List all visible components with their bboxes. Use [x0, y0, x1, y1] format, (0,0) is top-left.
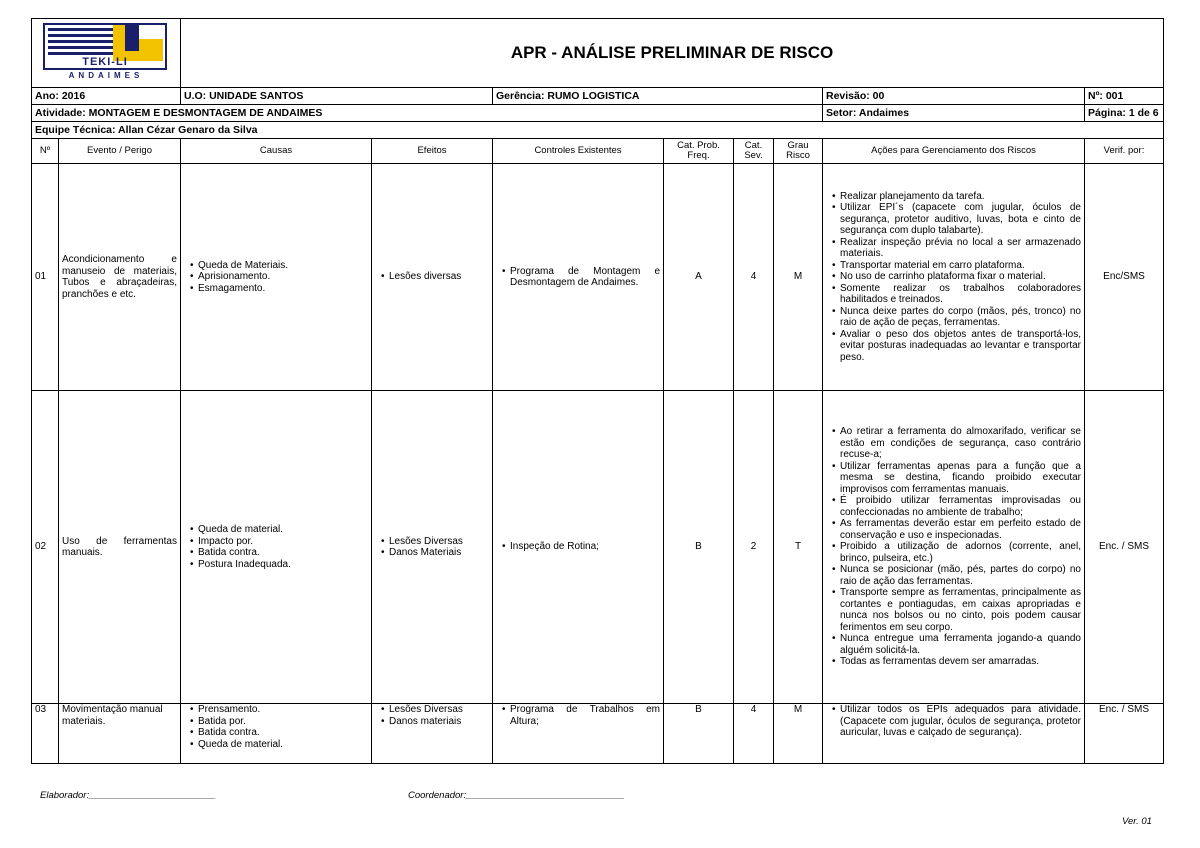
version-label: Ver. 01 — [1122, 816, 1152, 827]
row-grau: M — [774, 704, 823, 764]
row-catprob: B — [664, 391, 734, 704]
col-grau: Grau Risco — [774, 139, 823, 164]
row-acoes — [826, 426, 1081, 668]
row-controles — [496, 541, 660, 553]
row-efeitos — [375, 704, 489, 727]
gerencia-field: Gerência: RUMO LOGISTICA — [493, 88, 823, 105]
row-controles — [496, 266, 660, 289]
bullet-item: • Proibido a utilização de adornos (corrente, anel, brinco, pulseira, etc.) — [833, 541, 1081, 564]
row-verif: Enc/SMS — [1085, 164, 1164, 391]
logo-sub: ANDAIMES — [68, 71, 144, 80]
bullet-item: • Prensamento. — [191, 704, 368, 716]
table-row — [32, 704, 1164, 764]
bullet-item: • Avaliar o peso dos objetos antes de transportá-los, evitar posturas inadequadas ao levantar e transportar peso. — [833, 329, 1081, 364]
logo-brand: TEKI-LI — [82, 56, 128, 68]
row-efeitos — [375, 271, 489, 283]
bullet-item: • Queda de material. — [191, 739, 368, 751]
row-num: 01 — [32, 164, 59, 391]
row-verif: Enc. / SMS — [1085, 391, 1164, 704]
row-catsev: 4 — [734, 164, 774, 391]
bullet-item: • Lesões Diversas — [382, 704, 489, 716]
row-evento: Movimentação manual materiais. — [59, 704, 181, 764]
bullet-item: • Transporte sempre as ferramentas, principalmente as cortantes e pontiagudas, em caixas apropriadas e nunca nos bolsos ou no cinto, pois podem causar ferimentos em seu corpo. — [833, 587, 1081, 633]
bullet-item: • No uso de carrinho plataforma fixar o material. — [833, 271, 1081, 283]
company-logo — [41, 23, 171, 85]
table-row — [32, 391, 1164, 704]
row-grau: M — [774, 164, 823, 391]
uo-field: U.O: UNIDADE SANTOS — [181, 88, 493, 105]
apr-form — [31, 18, 1163, 764]
row-causas — [184, 704, 368, 750]
elaborador-signature-line: Elaborador:________________________ — [40, 790, 216, 801]
page-title: APR - ANÁLISE PRELIMINAR DE RISCO — [181, 19, 1164, 88]
bullet-item: • Nunca deixe partes do corpo (mãos, pés, tronco) no raio de ação de peças, ferramentas. — [833, 306, 1081, 329]
bullet-item: • Realizar inspeção prévia no local a ser armazenado materiais. — [833, 237, 1081, 260]
bullet-item: • Utilizar EPI´s (capacete com jugular, óculos de segurança, protetor auditivo, luvas, bota e cinto de segurança com duplo talabarte). — [833, 202, 1081, 237]
bullet-item: • Programa de Trabalhos em Altura; — [503, 704, 660, 727]
bullet-item: • Danos Materiais — [382, 547, 489, 559]
number-field: Nº: 001 — [1085, 88, 1164, 105]
row-acoes — [826, 191, 1081, 364]
row-efeitos — [375, 536, 489, 559]
bullet-item: • Postura Inadequada. — [191, 559, 368, 571]
col-controles: Controles Existentes — [493, 139, 664, 164]
bullet-item: • Utilizar ferramentas apenas para a função que a mesma se destina, ficando proibido executar improvisos com ferramentas manuais. — [833, 461, 1081, 496]
row-catsev: 4 — [734, 704, 774, 764]
row-causas — [184, 260, 368, 295]
apr-table — [31, 18, 1164, 764]
bullet-item: • Batida contra. — [191, 727, 368, 739]
row-num: 02 — [32, 391, 59, 704]
year-field: Ano: 2016 — [32, 88, 181, 105]
bullet-item: • É proibido utilizar ferramentas improvisadas ou confeccionadas no ambiente de trabalho; — [833, 495, 1081, 518]
bullet-item: • Lesões Diversas — [382, 536, 489, 548]
sector-field: Setor: Andaimes — [823, 105, 1085, 122]
col-acoes: Ações para Gerenciamento dos Riscos — [823, 139, 1085, 164]
row-catprob: B — [664, 704, 734, 764]
row-causas — [184, 524, 368, 570]
col-causas: Causas — [181, 139, 372, 164]
coordenador-signature-line: Coordenador:______________________________ — [408, 790, 625, 801]
row-verif: Enc. / SMS — [1085, 704, 1164, 764]
row-evento: Acondicionamento e manuseio de materiais, Tubos e abraçadeiras, pranchões e etc. — [59, 164, 181, 391]
bullet-item: • Danos materiais — [382, 716, 489, 728]
bullet-item: • Batida contra. — [191, 547, 368, 559]
bullet-item: • Inspeção de Rotina; — [503, 541, 660, 553]
bullet-item: • Nunca se posicionar (mão, pés, partes do corpo) no raio de ação das ferramentas. — [833, 564, 1081, 587]
bullet-item: • Batida por. — [191, 716, 368, 728]
bullet-item: • Esmagamento. — [191, 283, 368, 295]
col-efeitos: Efeitos — [372, 139, 493, 164]
bullet-item: • Aprisionamento. — [191, 271, 368, 283]
row-catprob: A — [664, 164, 734, 391]
bullet-item: • Impacto por. — [191, 536, 368, 548]
team-field: Equipe Técnica: Allan Cézar Genaro da Silva — [32, 122, 1164, 139]
bullet-item: • Somente realizar os trabalhos colaboradores habilitados e treinados. — [833, 283, 1081, 306]
col-evento: Evento / Perigo — [59, 139, 181, 164]
logo-cell — [32, 19, 181, 88]
col-num: Nº — [32, 139, 59, 164]
col-verif: Verif. por: — [1085, 139, 1164, 164]
col-catsev: Cat. Sev. — [734, 139, 774, 164]
row-controles — [496, 704, 660, 727]
row-evento: Uso de ferramentas manuais. — [59, 391, 181, 704]
bullet-item: • As ferramentas deverão estar em perfeito estado de conservação e uso e inspecionadas. — [833, 518, 1081, 541]
page-field: Página: 1 de 6 — [1085, 105, 1164, 122]
revision-field: Revisão: 00 — [823, 88, 1085, 105]
bullet-item: • Realizar planejamento da tarefa. — [833, 191, 1081, 203]
col-catprob: Cat. Prob. Freq. — [664, 139, 734, 164]
bullet-item: • Lesões diversas — [382, 271, 489, 283]
bullet-item: • Ao retirar a ferramenta do almoxarifado, verificar se estão em condições de segurança, caso contrário recuse-a; — [833, 426, 1081, 461]
row-catsev: 2 — [734, 391, 774, 704]
bullet-item: • Transportar material em carro plataforma. — [833, 260, 1081, 272]
bullet-item: • Programa de Montagem e Desmontagem de Andaimes. — [503, 266, 660, 289]
bullet-item: • Queda de material. — [191, 524, 368, 536]
row-acoes — [826, 704, 1081, 739]
row-grau: T — [774, 391, 823, 704]
bullet-item: • Queda de Materiais. — [191, 260, 368, 272]
bullet-item: • Nunca entregue uma ferramenta jogando-a quando alguém solicitá-la. — [833, 633, 1081, 656]
activity-field: Atividade: MONTAGEM E DESMONTAGEM DE ANDAIMES — [32, 105, 823, 122]
row-num: 03 — [32, 704, 59, 764]
bullet-item: • Todas as ferramentas devem ser amarradas. — [833, 656, 1081, 668]
table-row — [32, 164, 1164, 391]
bullet-item: • Utilizar todos os EPIs adequados para atividade. (Capacete com jugular, óculos de segurança, protetor auricular, luvas e calçado de segurança). — [833, 704, 1081, 739]
